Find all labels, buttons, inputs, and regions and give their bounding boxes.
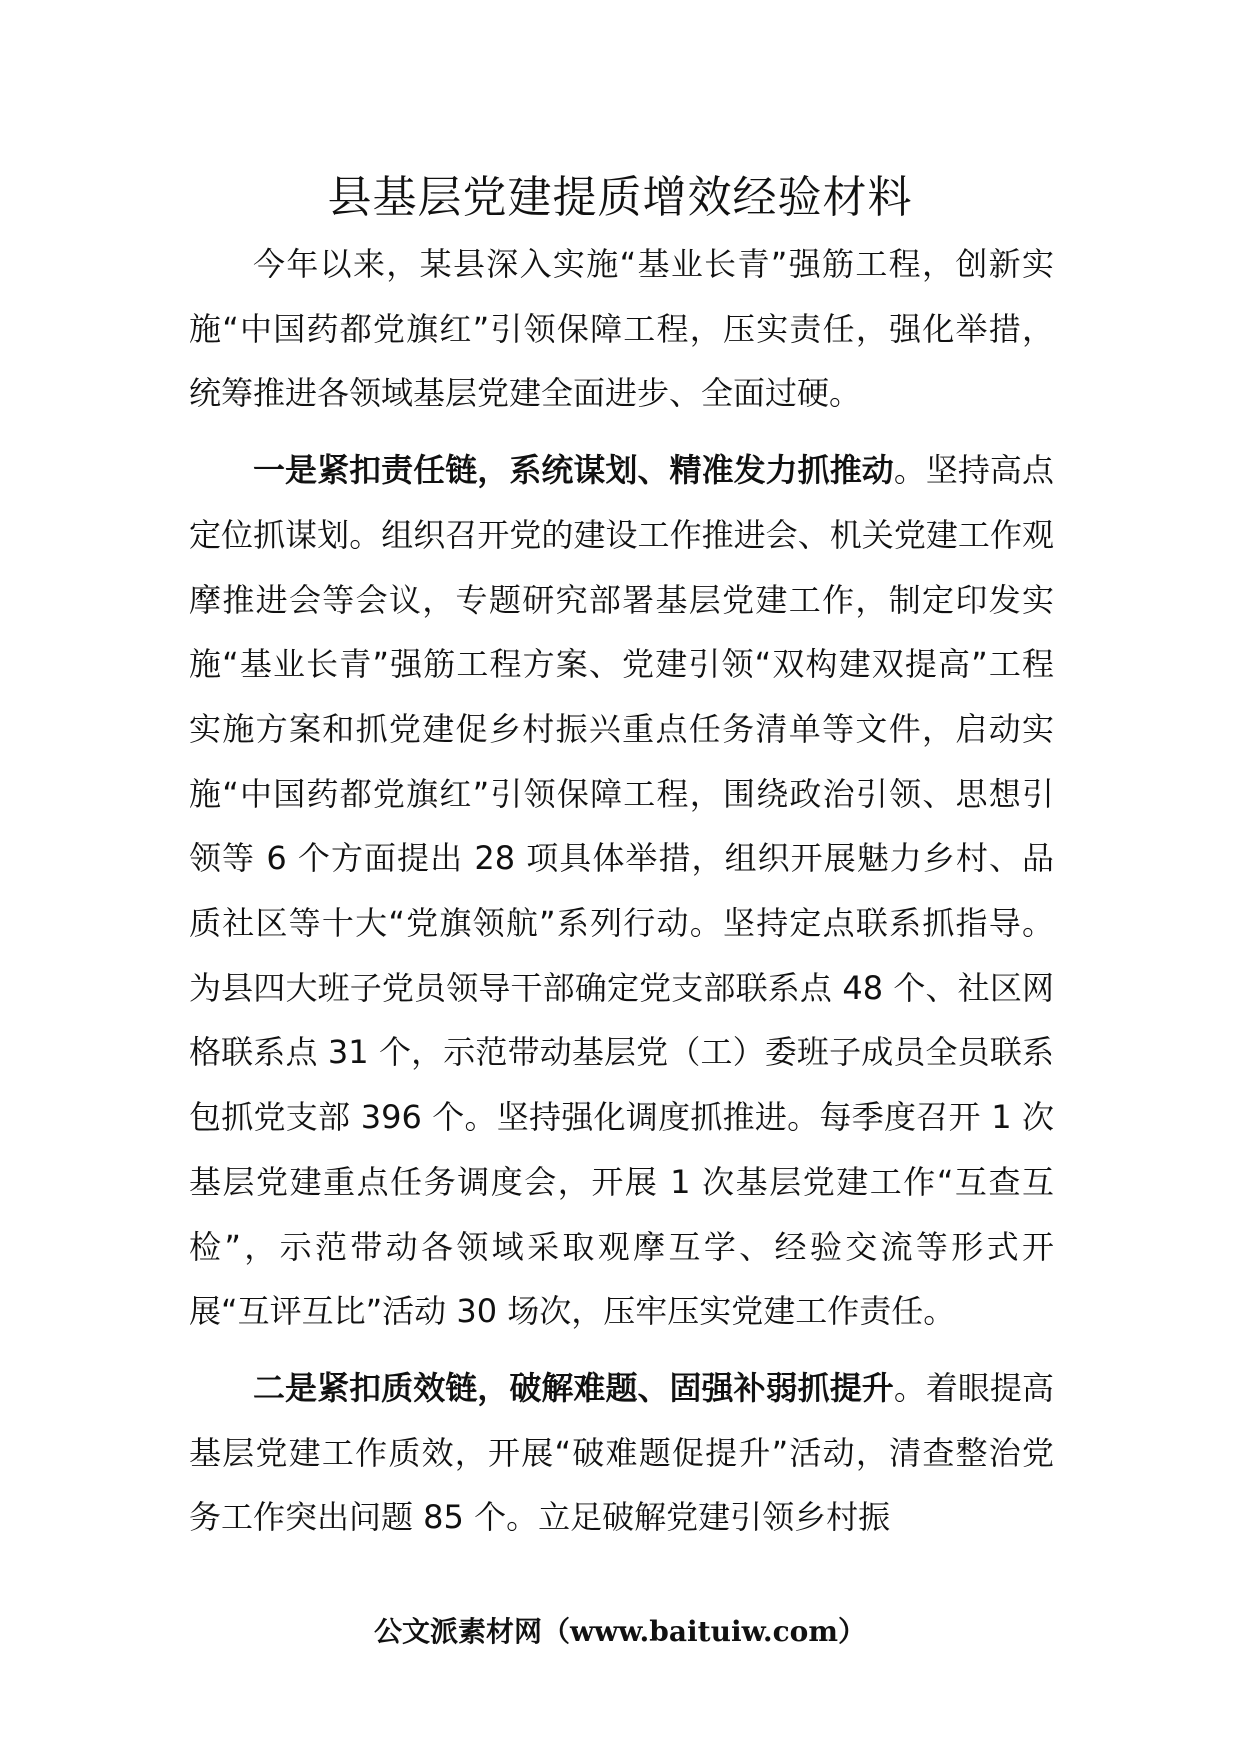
footer-site-name: 公文派素材网	[374, 1615, 543, 1648]
document-body	[189, 232, 1054, 1550]
paragraph-text: 。着眼提高基层党建工作质效，开展“破难题促提升”活动，清查整治党务工作突出问题 85 个。立足破解党建引领乡村振	[189, 1368, 1054, 1537]
section-2-heading: 二是紧扣质效链，破解难题、固强补弱抓提升	[253, 1368, 894, 1407]
section-1-heading: 一是紧扣责任链，系统谋划、精准发力抓推动	[253, 451, 894, 490]
paragraph-section-2	[189, 1356, 1054, 1550]
footer-url: （www.baituiw.com）	[542, 1615, 866, 1648]
paragraph-text: 。坚持高点定位抓谋划。组织召开党的建设工作推进会、机关党建工作观摩推进会等会议，专题研究部署基层党建工作，制定印发实施“基业长青”强筋工程方案、党建引领“双构建双提高”工程实施方案和抓党建促乡村振兴重点任务清单等文件，启动实施“中国药都党旗红”引领保障工程，围绕政治引领、思想引领等 6 个方面提出 28 项具体举措，组织开展魅力乡村、品质社区等十大“党旗领航”系列行动。坚持定点联系抓指导。为县四大班子党员领导干部确定党支部联系点 48 个、社区网格联系点 31 个，示范带动基层党（工）委班子成员全员联系包抓党支部 396 个。坚持强化调度抓推进。每季度召开 1 次基层党建重点任务调度会，开展 1 次基层党建工作“互查互检”，示范带动各领域采取观摩互学、经验交流等形式开展“互评互比”活动 30 场次，压牢压实党建工作责任。	[189, 451, 1054, 1331]
footer-watermark	[0, 1612, 1240, 1652]
paragraph-text: 今年以来，某县深入实施“基业长青”强筋工程，创新实施“中国药都党旗红”引领保障工程，压实责任，强化举措，统筹推进各领域基层党建全面进步、全面过硬。	[189, 245, 1054, 413]
document-title: 县基层党建提质增效经验材料	[327, 172, 913, 223]
paragraph-section-1	[189, 438, 1054, 1344]
paragraph-intro	[189, 232, 1054, 426]
